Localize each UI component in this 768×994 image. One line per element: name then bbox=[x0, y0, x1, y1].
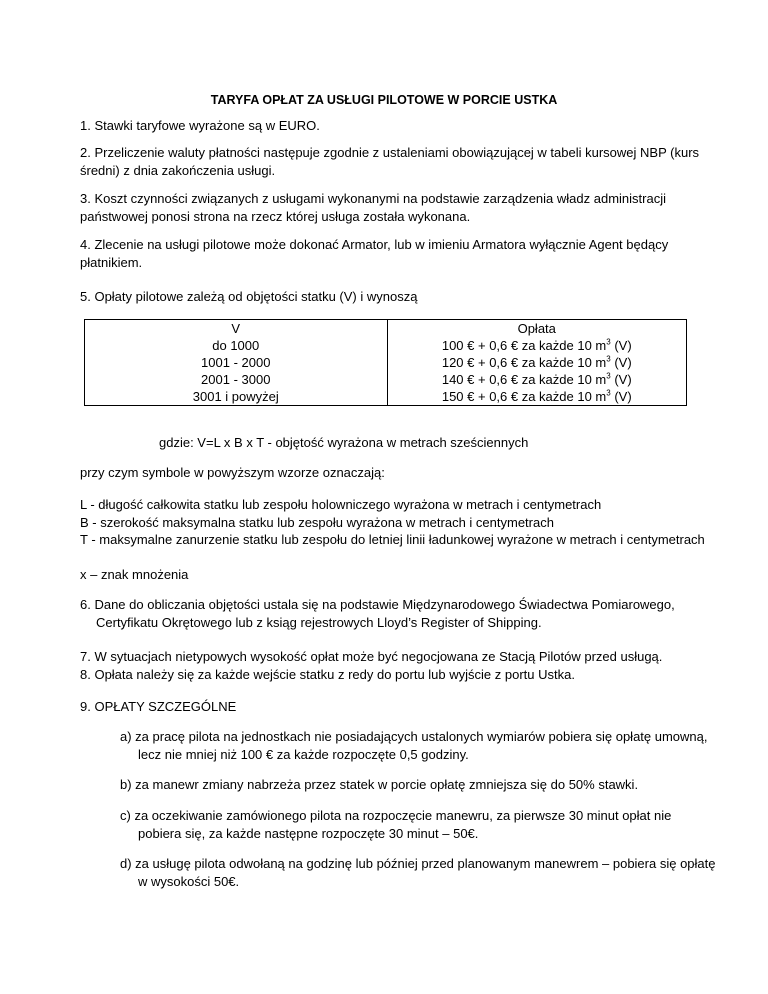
symbol-x: x – znak mnożenia bbox=[80, 567, 189, 582]
symbols-intro: przy czym symbole w powyższym wzorze oznaczają: bbox=[80, 465, 385, 480]
volume-cell: do 1000 bbox=[85, 337, 388, 354]
fee-cell bbox=[387, 354, 686, 371]
fee-text: 140 € + 0,6 € za każde 10 m bbox=[441, 372, 607, 387]
fee-text: 100 € + 0,6 € za każde 10 m bbox=[441, 338, 607, 353]
paragraph-2: 2. Przeliczenie waluty płatności następuje zgodnie z ustaleniami obowiązującej w tabeli kursowej NBP (kurs średni) z dnia zakończenia usługi. bbox=[80, 145, 700, 178]
paragraph-7: 7. W sytuacjach nietypowych wysokość opłat może być negocjowana ze Stacją Pilotów przed usługą. bbox=[80, 649, 663, 664]
paragraph-3: 3. Koszt czynności związanych z usługami wykonanymi na podstawie zarządzenia władz administracji państwowej ponosi strona na rzecz której usługa została wykonana. bbox=[80, 191, 666, 224]
fee-unit: (V) bbox=[610, 338, 632, 353]
table-row bbox=[85, 337, 687, 354]
fee-unit: (V) bbox=[610, 372, 632, 387]
list-item-b: b) za manewr zmiany nabrzeża przez statek w porcie opłatę zmniejsza się do 50% stawki. bbox=[120, 777, 639, 792]
symbol-b: B - szerokość maksymalna statku lub zespołu wyrażona w metrach i centymetrach bbox=[80, 515, 554, 530]
volume-cell: 2001 - 3000 bbox=[85, 371, 388, 388]
paragraph-6: 6. Dane do obliczania objętości ustala się na podstawie Międzynarodowego Świadectwa Pomiarowego, Certyfikatu Okrętowego lub z ksiąg rejestrowych Lloyd’s Register of Shipping. bbox=[80, 597, 675, 630]
fee-unit: (V) bbox=[610, 389, 632, 404]
fee-text: 120 € + 0,6 € za każde 10 m bbox=[441, 355, 607, 370]
list-item-d: d) za usługę pilota odwołaną na godzinę lub później przed planowanym manewrem – pobiera się opłatę w wysokości 50€. bbox=[120, 856, 716, 889]
header-oplata: Opłata bbox=[387, 320, 686, 338]
fee-cell bbox=[387, 337, 686, 354]
paragraph-1: 1. Stawki taryfowe wyrażone są w EURO. bbox=[80, 118, 320, 133]
paragraph-4: 4. Zlecenie na usługi pilotowe może dokonać Armator, lub w imieniu Armatora wyłącznie Agent będący płatnikiem. bbox=[80, 237, 669, 270]
volume-cell: 1001 - 2000 bbox=[85, 354, 388, 371]
table-row bbox=[85, 371, 687, 388]
table-header-row bbox=[85, 320, 687, 338]
volume-cell: 3001 i powyżej bbox=[85, 388, 388, 406]
fee-superscript: 3 bbox=[606, 337, 611, 347]
table-row bbox=[85, 354, 687, 371]
header-v: V bbox=[85, 320, 388, 338]
document-title: TARYFA OPŁAT ZA USŁUGI PILOTOWE W PORCIE USTKA bbox=[210, 93, 558, 107]
fee-superscript: 3 bbox=[606, 388, 611, 398]
paragraph-9-heading: 9. OPŁATY SZCZEGÓLNE bbox=[80, 699, 237, 714]
paragraph-5: 5. Opłaty pilotowe zależą od objętości statku (V) i wynoszą bbox=[80, 289, 418, 304]
table-row bbox=[85, 388, 687, 406]
fee-cell bbox=[387, 388, 686, 406]
paragraph-8: 8. Opłata należy się za każde wejście statku z redy do portu lub wyjście z portu Ustka. bbox=[80, 667, 575, 682]
fee-unit: (V) bbox=[610, 355, 632, 370]
rates-table bbox=[84, 319, 687, 406]
symbol-l: L - długość całkowita statku lub zespołu holowniczego wyrażona w metrach i centymetrach bbox=[80, 497, 602, 512]
list-item-c: c) za oczekiwanie zamówionego pilota na rozpoczęcie manewru, za pierwsze 30 minut opłat nie pobiera się, za każde następne rozpoczęte 30 minut – 50€. bbox=[120, 808, 672, 841]
fee-superscript: 3 bbox=[606, 371, 611, 381]
fee-superscript: 3 bbox=[606, 354, 611, 364]
fee-cell bbox=[387, 371, 686, 388]
list-item-a: a) za pracę pilota na jednostkach nie posiadających ustalonych wymiarów pobiera się opłatę umowną, lecz nie mniej niż 100 € za każde rozpoczęte 0,5 godziny. bbox=[120, 729, 708, 762]
formula-text: gdzie: V=L x B x T - objętość wyrażona w metrach sześciennych bbox=[159, 435, 529, 450]
fee-text: 150 € + 0,6 € za każde 10 m bbox=[441, 389, 607, 404]
symbol-t: T - maksymalne zanurzenie statku lub zespołu do letniej linii ładunkowej wyrażone w metrach i centymetrach bbox=[80, 532, 705, 547]
